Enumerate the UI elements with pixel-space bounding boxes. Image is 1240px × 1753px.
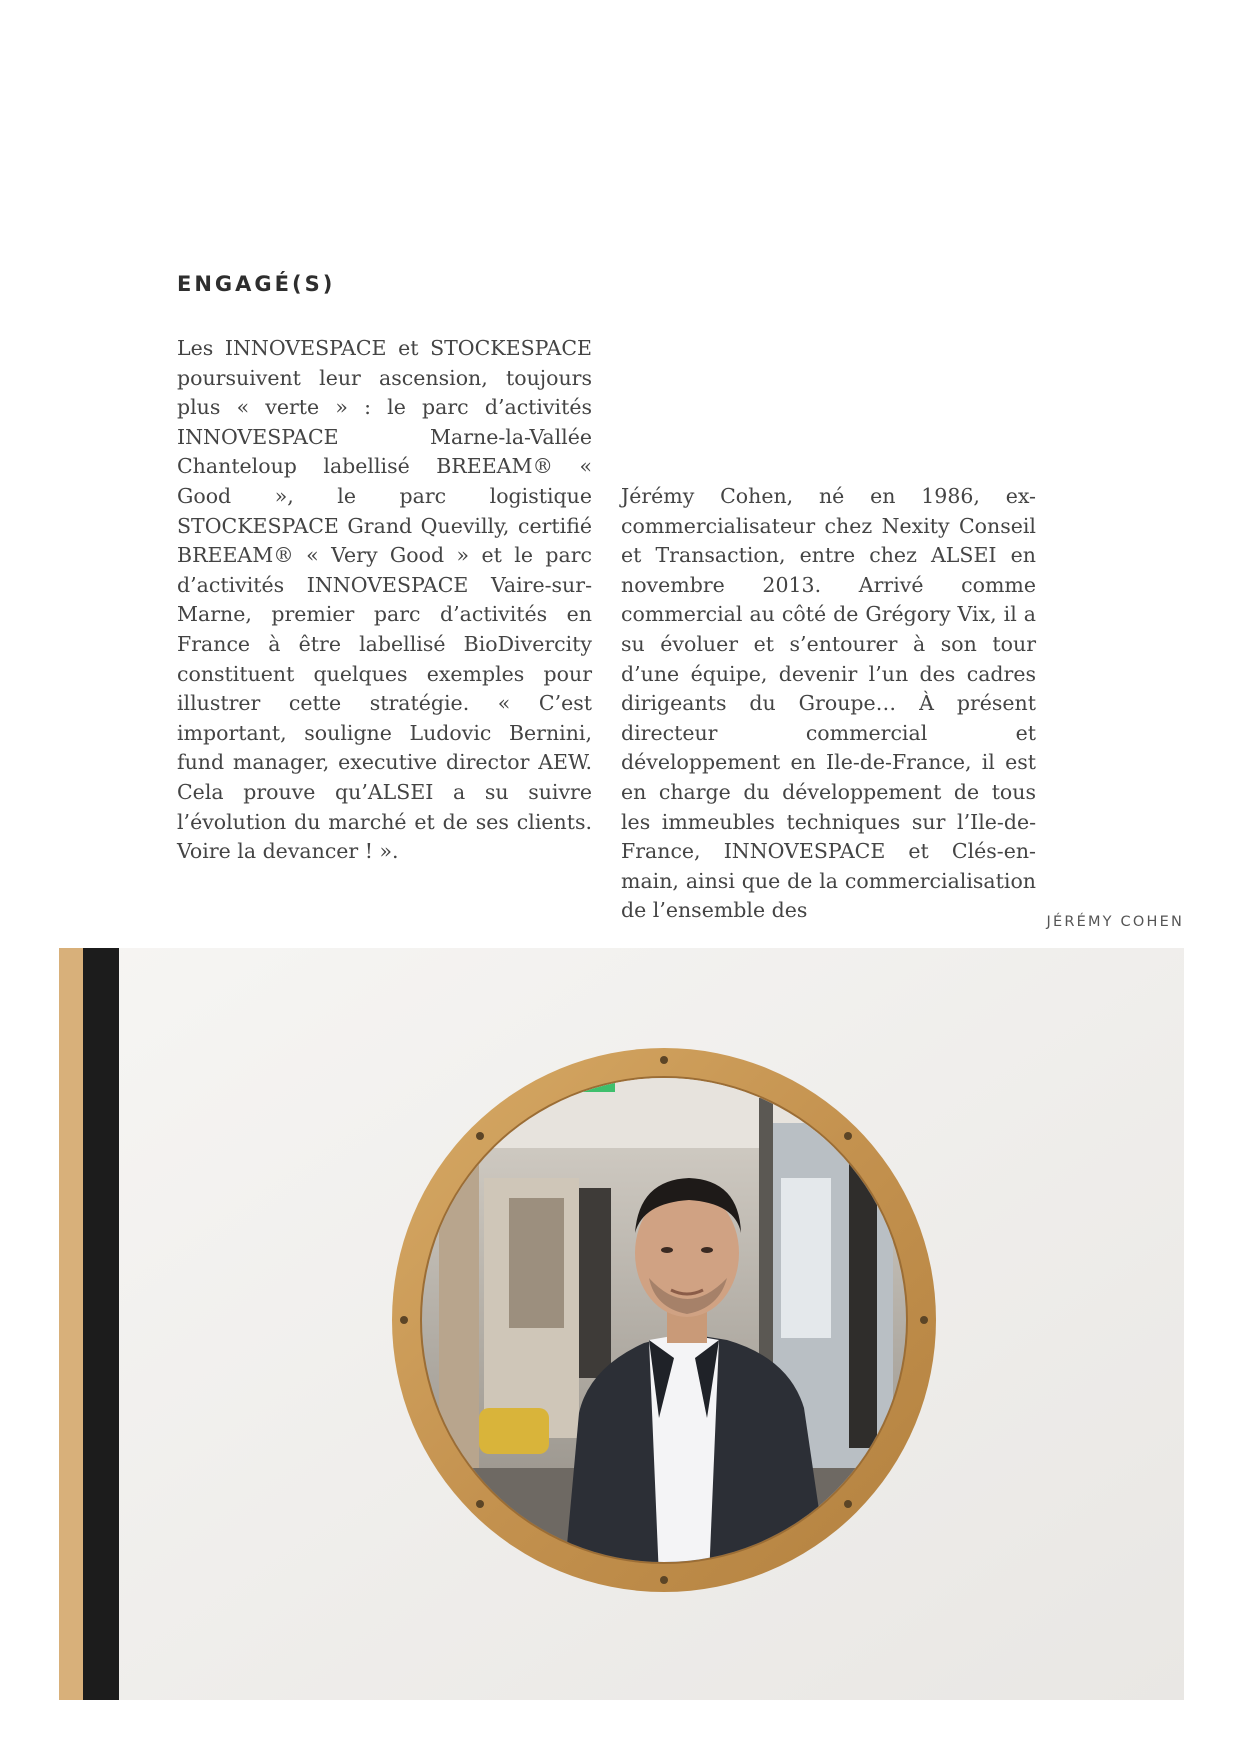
portrait-illustration — [59, 948, 1184, 1700]
body-paragraph-right: Jérémy Cohen, né en 1986, ex-commercialisateur chez Nexity Conseil et Transaction, entre chez ALSEI en novembre 2013. Arrivé comme commercial au côté de Grégory Vix, il a su évoluer et s’entourer à son tour d’une équipe, devenir l’un des cadres dirigeants du Groupe… À présent directeur commercial et développement en Ile-de-France, il est en charge du développement de tous les immeubles techniques sur l’Ile-de-France, INNOVESPACE et Clés-en-main, ainsi que de la commercialisation de l’ensemble des — [621, 484, 1036, 923]
wood-edge — [59, 948, 83, 1700]
photo-caption: JÉRÉMY COHEN — [1046, 914, 1184, 930]
portrait-photo — [59, 948, 1184, 1700]
section-heading: ENGAGÉ(S) — [177, 272, 336, 296]
dark-bar — [83, 948, 119, 1700]
body-paragraph-left: Les INNOVESPACE et STOCKESPACE poursuivent leur ascension, toujours plus « verte » : le parc d’activités INNOVESPACE Marne-la-Vallée Chanteloup labellisé BREEAM® « Good », le parc logistique STOCKESPACE Grand Quevilly, certifié BREEAM® « Very Good » et le parc d’activités INNOVESPACE Vaire-sur-Marne, premier parc d’activités en France à être labellisé BioDivercity constituent quelques exemples pour illustrer cette stratégie. « C’est important, souligne Ludovic Bernini, fund manager, executive director AEW. Cela prouve qu’ALSEI a su suivre l’évolution du marché et de ses clients. Voire la devancer ! ». — [177, 336, 592, 864]
